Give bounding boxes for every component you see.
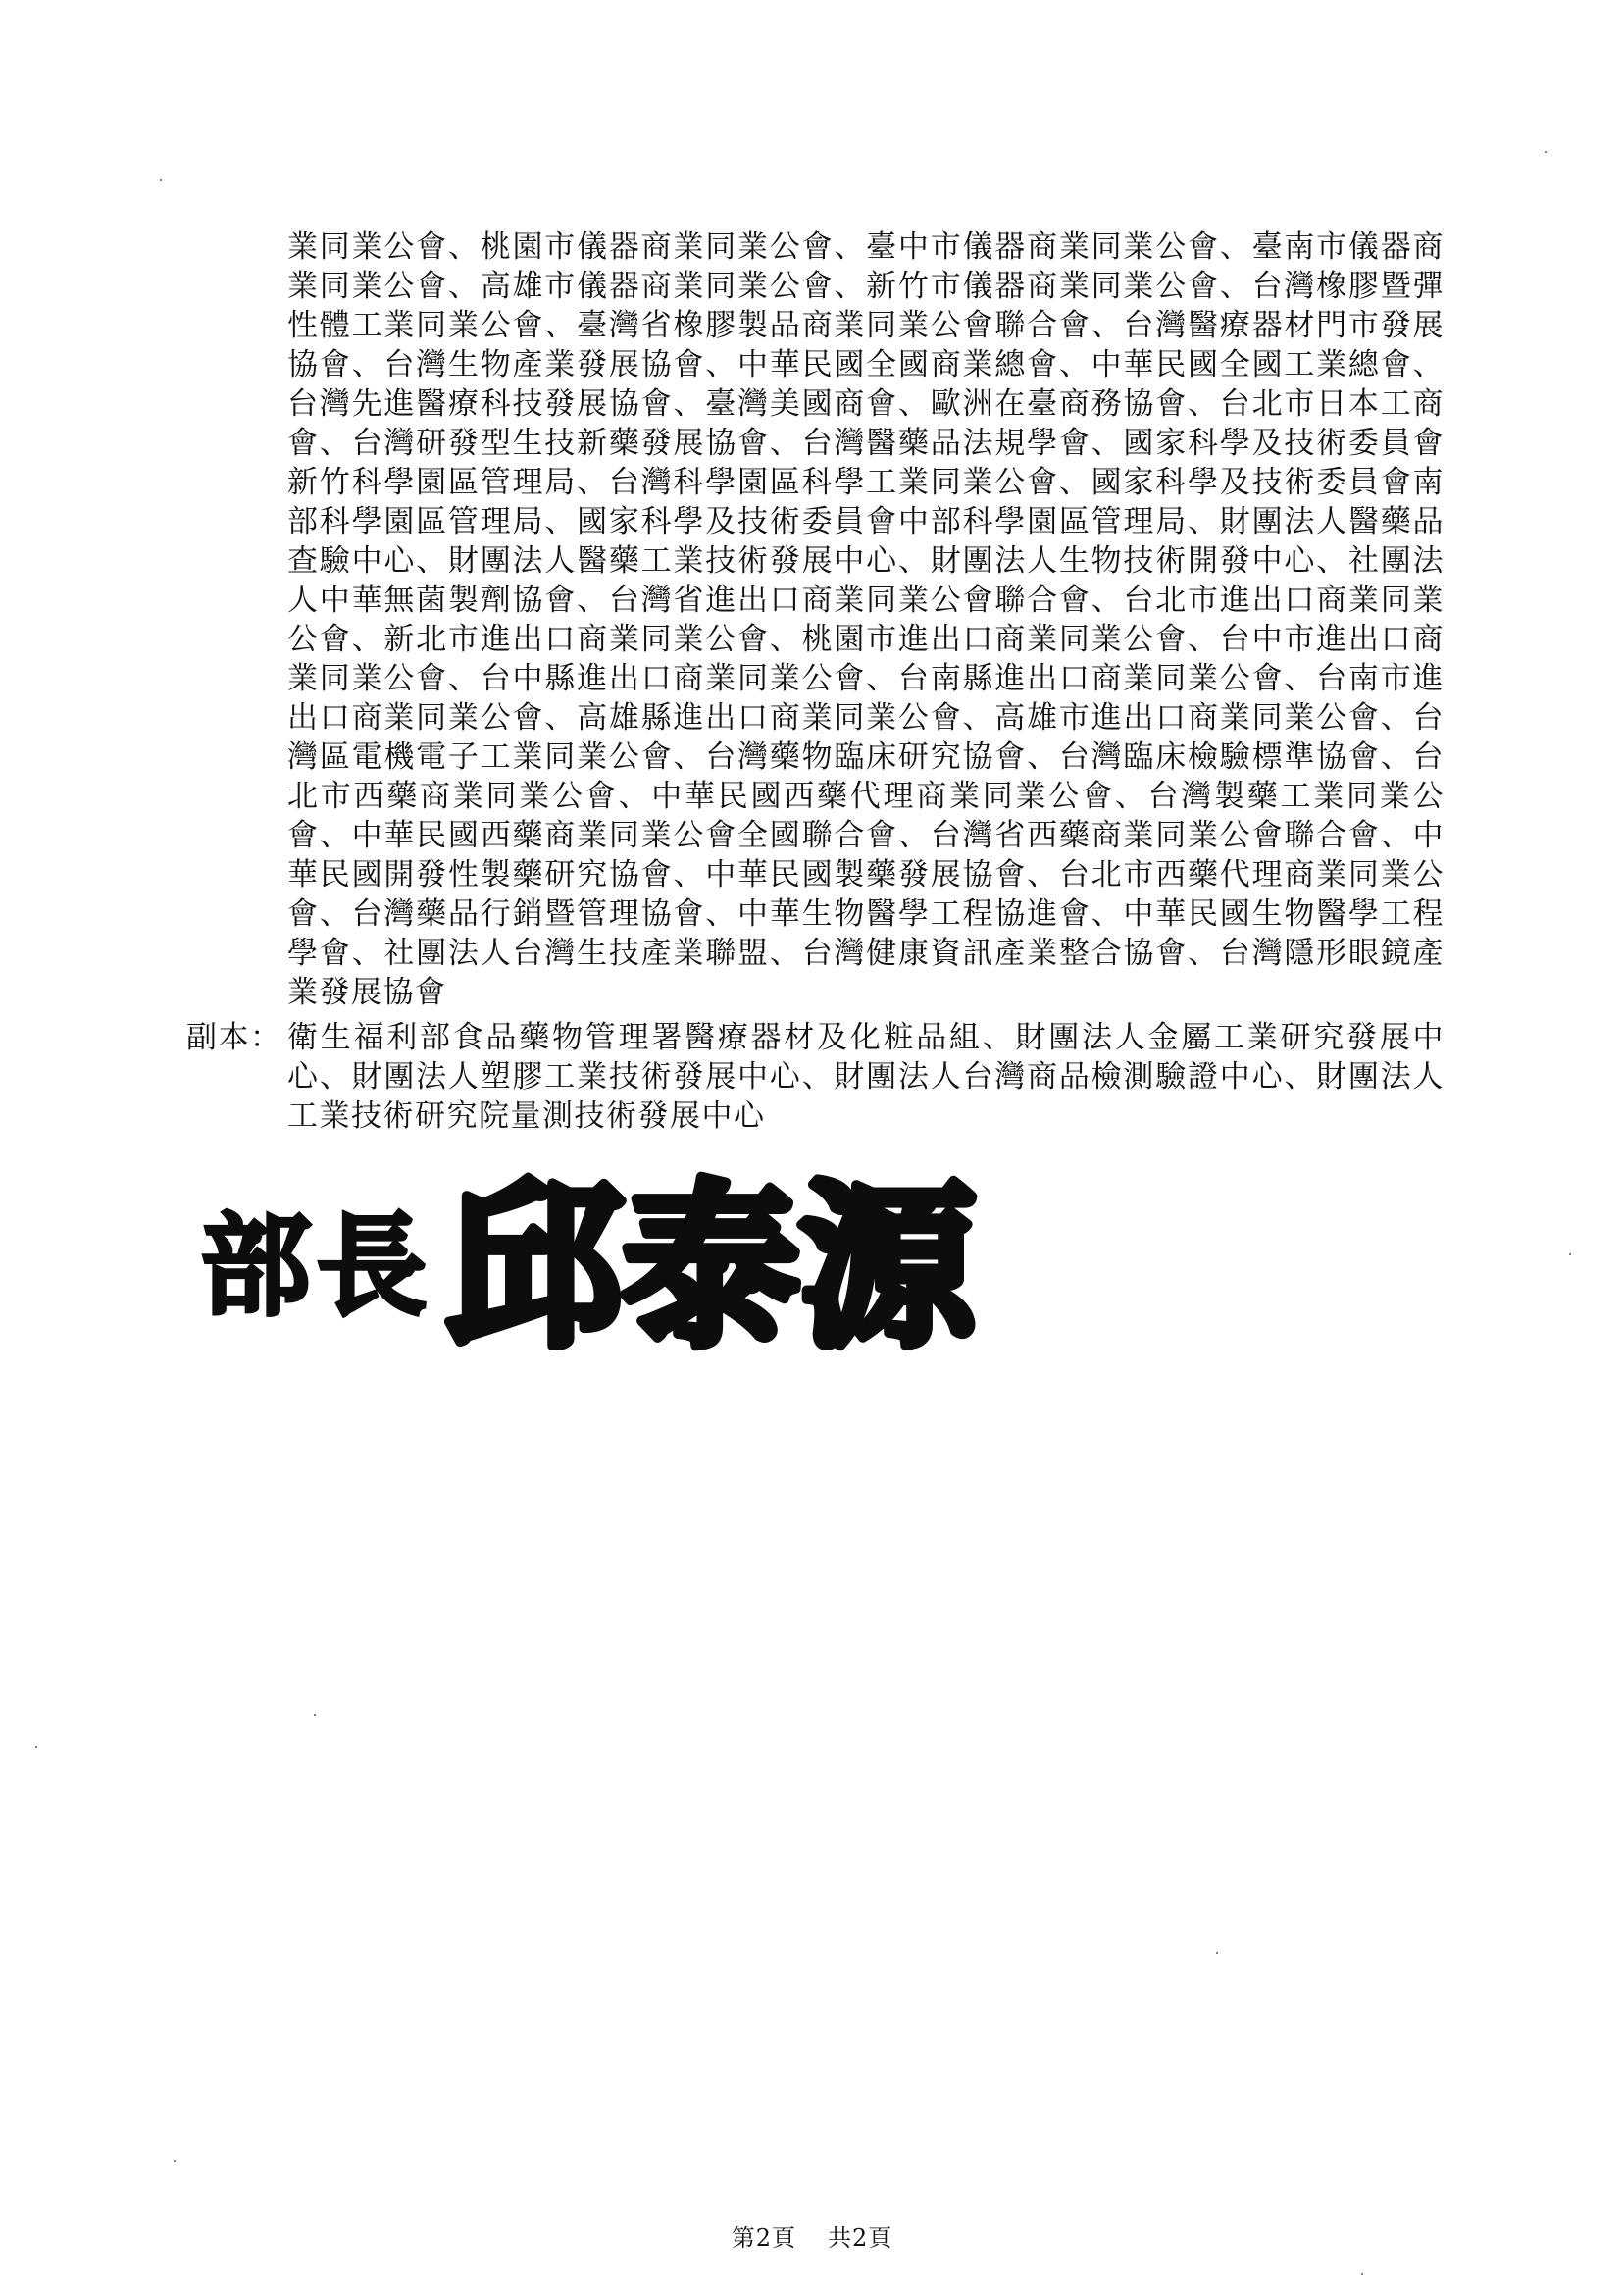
scan-speck (1216, 1952, 1218, 1954)
recipients-list: 業同業公會、桃園市儀器商業同業公會、臺中市儀器商業同業公會、臺南市儀器商業同業公會、高雄市儀器商業同業公會、新竹市儀器商業同業公會、台灣橡膠暨彈性體工業同業公會、臺灣省橡膠製品商業同業公會聯合會、台灣醫療器材門市發展協會、台灣生物產業發展協會、中華民國全國商業總會、中華民國全國工業總會、台灣先進醫療科技發展協會、臺灣美國商會、歐洲在臺商務協會、台北市日本工商會、台灣研發型生技新藥發展協會、台灣醫藥品法規學會、國家科學及技術委員會新竹科學園區管理局、台灣科學園區科學工業同業公會、國家科學及技術委員會南部科學園區管理局、國家科學及技術委員會中部科學園區管理局、財團法人醫藥品查驗中心、財團法人醫藥工業技術發展中心、財團法人生物技術開發中心、社團法人中華無菌製劑協會、台灣省進出口商業同業公會聯合會、台北市進出口商業同業公會、新北市進出口商業同業公會、桃園市進出口商業同業公會、台中市進出口商業同業公會、台中縣進出口商業同業公會、台南縣進出口商業同業公會、台南市進出口商業同業公會、高雄縣進出口商業同業公會、高雄市進出口商業同業公會、台灣區電機電子工業同業公會、台灣藥物臨床研究協會、台灣臨床檢驗標準協會、台北市西藥商業同業公會、中華民國西藥代理商業同業公會、台灣製藥工業同業公會、中華民國西藥商業同業公會全國聯合會、台灣省西藥商業同業公會聯合會、中華民國開發性製藥研究協會、中華民國製藥發展協會、台北市西藥代理商業同業公會、台灣藥品行銷暨管理協會、中華生物醫學工程協進會、中華民國生物醫學工程學會、社團法人台灣生技產業聯盟、台灣健康資訊產業整合協會、台灣隱形眼鏡產業發展協會 (287, 229, 1445, 1010)
signature-title: 部長 (201, 1202, 432, 1331)
cc-label: 副本： (186, 1020, 282, 1055)
scan-speck (160, 179, 162, 181)
minister-signature-stamp (201, 1138, 986, 1373)
signature-name: 邱泰源 (446, 1164, 977, 1371)
scan-speck (35, 1746, 37, 1748)
page-total: 共2頁 (828, 2224, 893, 2252)
scan-speck (1569, 1253, 1571, 1255)
scan-speck (1361, 2273, 1363, 2275)
page-number: 第2頁 (731, 2224, 796, 2252)
scan-speck (1545, 151, 1547, 153)
cc-recipients: 衛生福利部食品藥物管理署醫療器材及化粧品組、財團法人金屬工業研究發展中心、財團法人塑膠工業技術發展中心、財團法人台灣商品檢測驗證中心、財團法人工業技術研究院量測技術發展中心 (287, 1020, 1445, 1134)
scan-speck (314, 1714, 316, 1716)
page-footer (0, 2218, 1624, 2253)
scan-speck (174, 2160, 176, 2162)
signature-graphic (201, 1138, 986, 1373)
